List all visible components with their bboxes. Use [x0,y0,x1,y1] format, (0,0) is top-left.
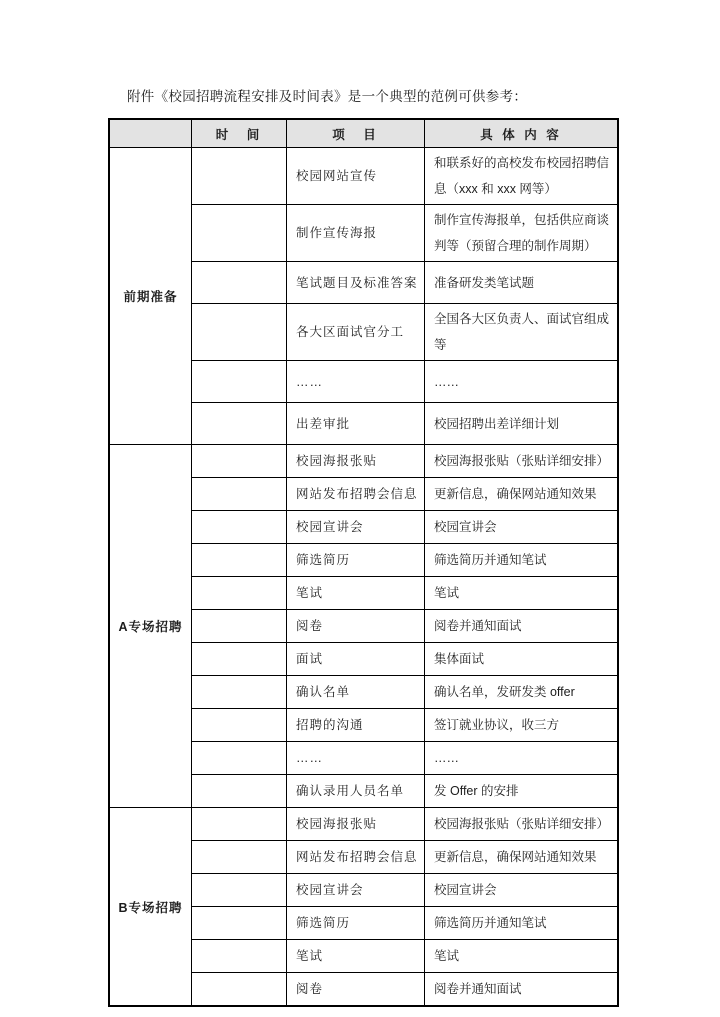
header-group-cell [109,119,192,148]
item-cell: 筛选简历 [287,544,425,577]
item-cell: 确认名单 [287,676,425,709]
detail-cell: 发 Offer 的安排 [425,775,619,808]
item-cell: 网站发布招聘会信息 [287,841,425,874]
time-cell [192,544,287,577]
item-cell: 招聘的沟通 [287,709,425,742]
detail-cell: 校园宣讲会 [425,511,619,544]
time-cell [192,775,287,808]
detail-cell: 筛选简历并通知笔试 [425,544,619,577]
time-cell [192,709,287,742]
item-cell: 校园宣讲会 [287,511,425,544]
table-body [109,148,618,1007]
detail-cell: 笔试 [425,940,619,973]
time-cell [192,511,287,544]
intro-text: 附件《校园招聘流程安排及时间表》是一个典型的范例可供参考： [127,89,528,104]
header-detail: 具 体 内 容 [425,119,619,148]
time-cell [192,577,287,610]
header-item: 项 目 [287,119,425,148]
section-label: A专场招聘 [109,445,192,808]
time-cell [192,445,287,478]
detail-cell: 校园招聘出差详细计划 [425,403,619,445]
time-cell [192,403,287,445]
detail-cell: 签订就业协议，收三方 [425,709,619,742]
detail-cell: 校园海报张贴（张贴详细安排） [425,445,619,478]
item-cell: 笔试 [287,577,425,610]
recruitment-schedule-table [108,118,619,1007]
header-time: 时 间 [192,119,287,148]
section-label: 前期准备 [109,148,192,445]
item-cell: …… [287,742,425,775]
time-cell [192,841,287,874]
item-cell: 笔试 [287,940,425,973]
item-cell: 校园海报张贴 [287,445,425,478]
item-cell: 面试 [287,643,425,676]
detail-cell: 阅卷并通知面试 [425,610,619,643]
table-header [109,119,618,148]
table-row [109,445,618,478]
time-cell [192,973,287,1007]
time-cell [192,676,287,709]
item-cell: …… [287,361,425,403]
detail-cell: 确认名单，发研发类 offer [425,676,619,709]
item-cell: 校园网站宣传 [287,148,425,205]
time-cell [192,478,287,511]
time-cell [192,808,287,841]
time-cell [192,643,287,676]
section-label: B专场招聘 [109,808,192,1007]
detail-cell: 校园宣讲会 [425,874,619,907]
item-cell: 笔试题目及标准答案 [287,262,425,304]
item-cell: 制作宣传海报 [287,205,425,262]
item-cell: 网站发布招聘会信息 [287,478,425,511]
detail-cell: …… [425,361,619,403]
header-row [109,119,618,148]
item-cell: 各大区面试官分工 [287,304,425,361]
detail-cell: 校园海报张贴（张贴详细安排） [425,808,619,841]
time-cell [192,742,287,775]
time-cell [192,610,287,643]
time-cell [192,205,287,262]
detail-cell: 准备研发类笔试题 [425,262,619,304]
detail-cell: …… [425,742,619,775]
detail-cell: 更新信息，确保网站通知效果 [425,478,619,511]
item-cell: 校园海报张贴 [287,808,425,841]
time-cell [192,262,287,304]
time-cell [192,148,287,205]
item-cell: 阅卷 [287,973,425,1007]
time-cell [192,304,287,361]
time-cell [192,907,287,940]
item-cell: 阅卷 [287,610,425,643]
item-cell: 出差审批 [287,403,425,445]
item-cell: 校园宣讲会 [287,874,425,907]
detail-cell: 笔试 [425,577,619,610]
table-row [109,148,618,205]
time-cell [192,940,287,973]
detail-cell: 制作宣传海报单，包括供应商谈判等（预留合理的制作周期） [425,205,619,262]
detail-cell: 更新信息，确保网站通知效果 [425,841,619,874]
item-cell: 筛选简历 [287,907,425,940]
detail-cell: 筛选简历并通知笔试 [425,907,619,940]
detail-cell: 阅卷并通知面试 [425,973,619,1007]
item-cell: 确认录用人员名单 [287,775,425,808]
detail-cell: 全国各大区负责人、面试官组成等 [425,304,619,361]
detail-cell: 集体面试 [425,643,619,676]
time-cell [192,361,287,403]
time-cell [192,874,287,907]
detail-cell: 和联系好的高校发布校园招聘信息（xxx 和 xxx 网等） [425,148,619,205]
table-row [109,808,618,841]
